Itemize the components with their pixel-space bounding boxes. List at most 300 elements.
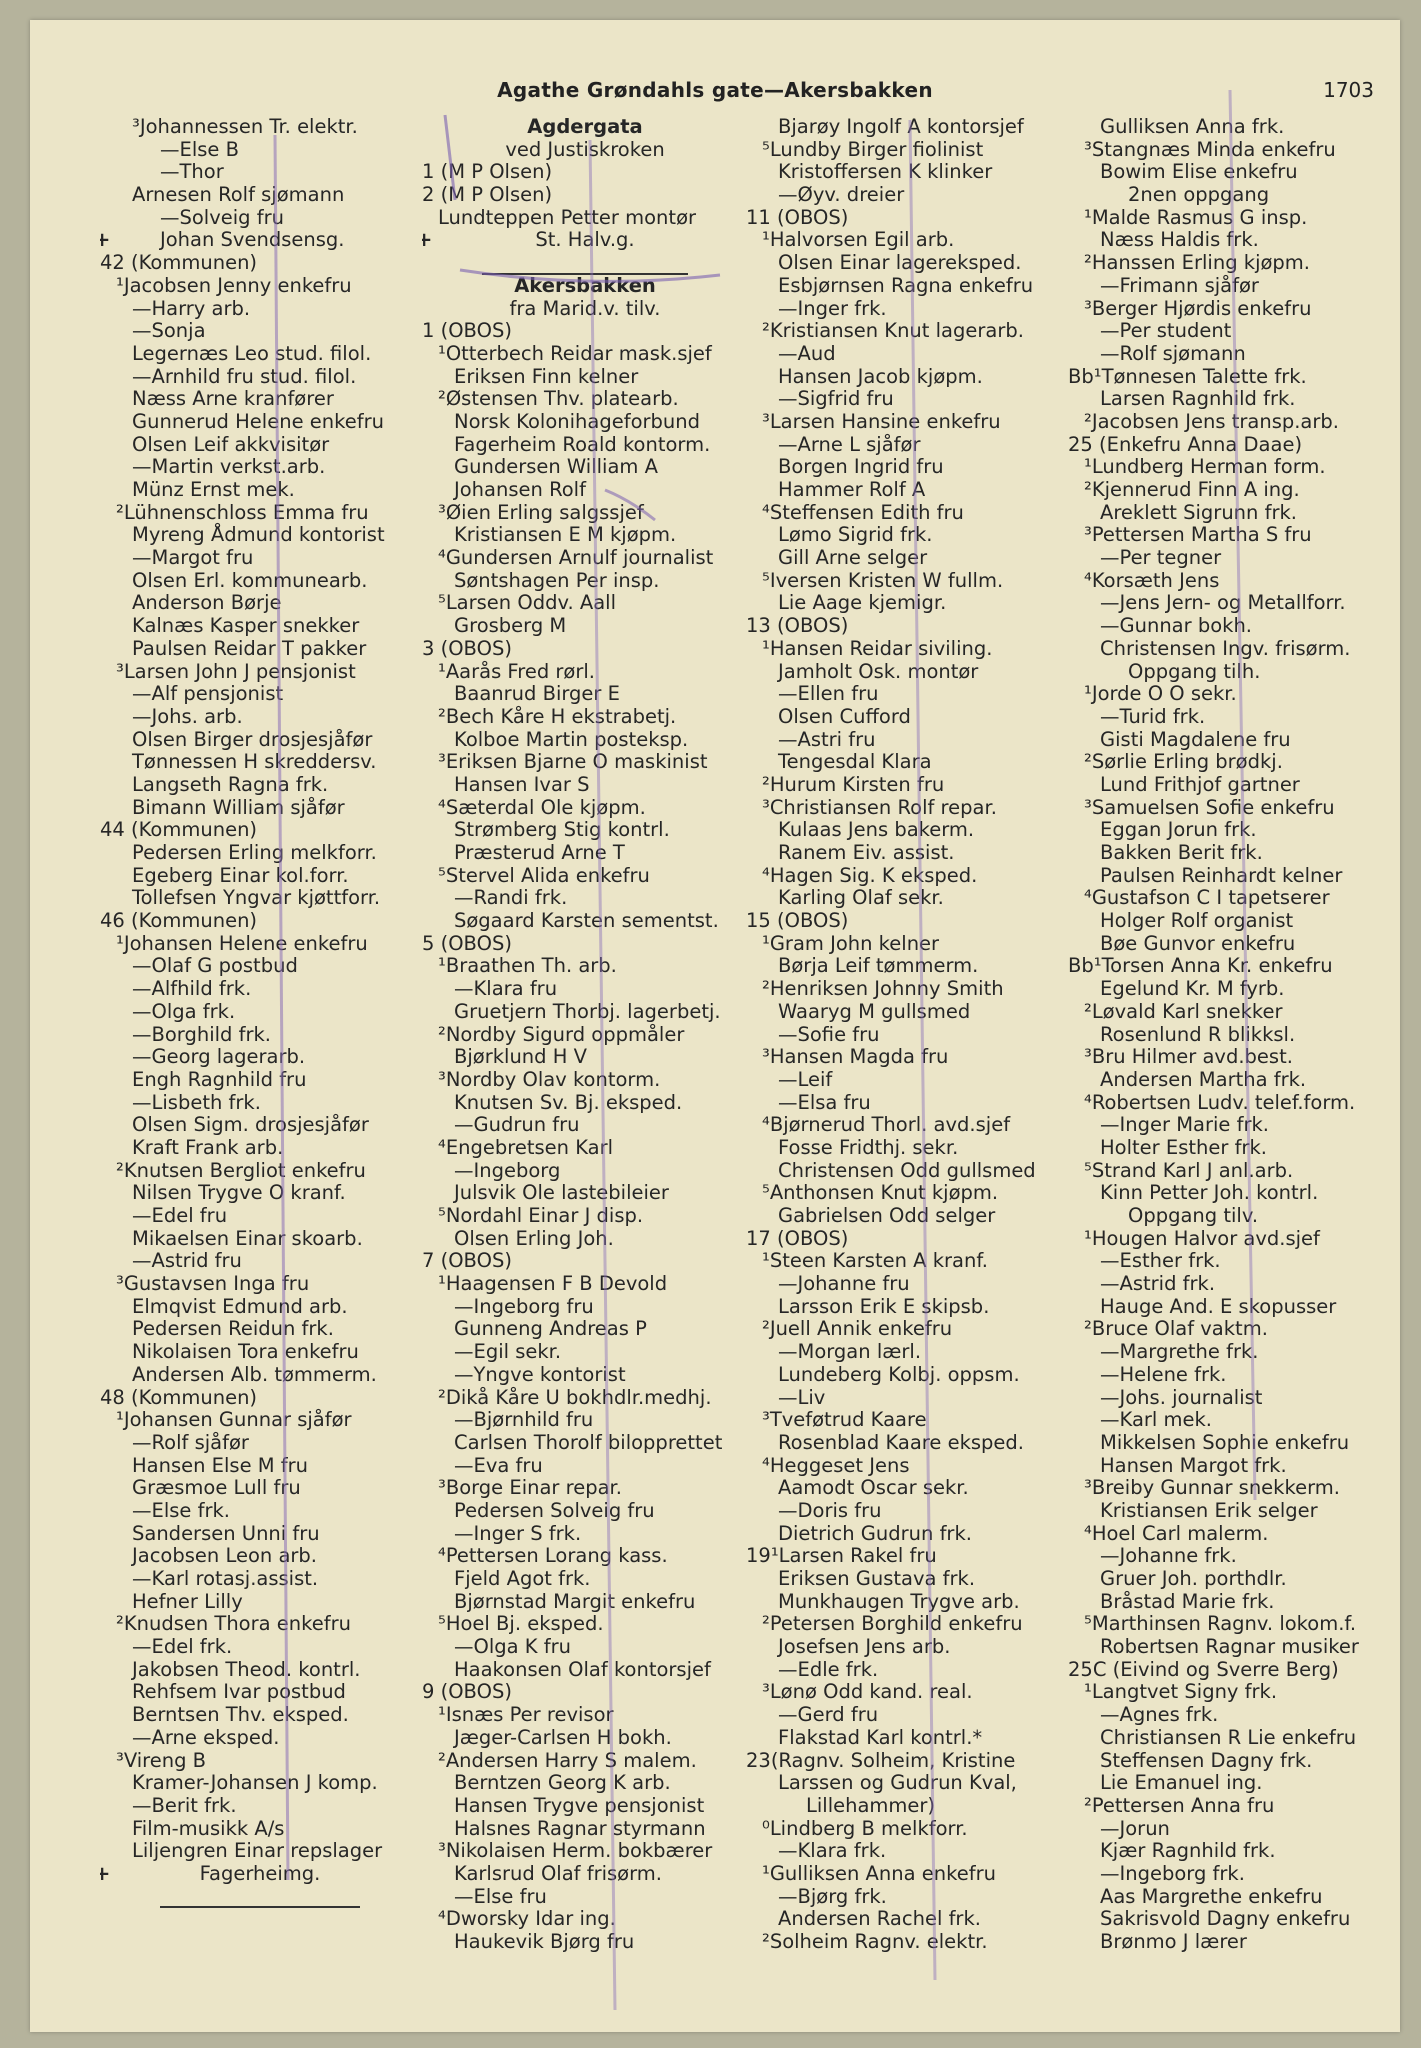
directory-entry: Kolboe Martin posteksp. <box>454 727 689 751</box>
directory-entry: —Sigfrid fru <box>778 387 894 411</box>
directory-entry: ⁵Stervel Alida enkefru <box>438 863 650 887</box>
directory-entry: ⁴Gundersen Arnulf journalist <box>438 546 714 570</box>
directory-entry: Esbjørnsen Ragna enkefru <box>778 273 1034 297</box>
directory-entry: Aas Margrethe enkefru <box>1100 1884 1323 1908</box>
directory-entry: Brønmo J lærer <box>1100 1930 1247 1953</box>
directory-entry: Hefner Lilly <box>132 1589 243 1613</box>
directory-entry: Hansen Ivar S <box>454 772 590 796</box>
directory-entry: Kinn Petter Joh. kontrl. <box>1100 1181 1319 1205</box>
directory-entry: —Gunnar bokh. <box>1100 614 1253 638</box>
directory-entry: ²Andersen Harry S malem. <box>438 1748 697 1772</box>
directory-entry: ⁴Hoel Carl malerm. <box>1084 1521 1269 1545</box>
directory-entry: ³Stangnæs Minda enkefru <box>1084 137 1336 161</box>
directory-entry: ²Knutsen Bergliot enkefru <box>116 1158 366 1182</box>
directory-entry: 15 (OBOS) <box>746 909 849 933</box>
directory-entry: —Aud <box>778 341 836 365</box>
directory-entry: —Karl rotasj.assist. <box>132 1567 319 1590</box>
directory-entry: ⁴Gustafson C I tapetserer <box>1084 886 1330 910</box>
directory-entry: Jæger-Carlsen H bokh. <box>454 1725 672 1749</box>
directory-entry: —Inger S frk. <box>454 1521 582 1545</box>
directory-entry: ³Borge Einar repar. <box>438 1476 622 1500</box>
directory-entry: Fjeld Agot frk. <box>454 1567 591 1590</box>
directory-entry: Gabrielsen Odd selger <box>778 1204 996 1227</box>
directory-entry: Gisti Magdalene fru <box>1100 727 1291 751</box>
directory-entry: —Klara frk. <box>778 1839 887 1863</box>
directory-entry: ³Nordby Olav kontorm. <box>438 1067 661 1091</box>
directory-entry: Aamodt Oscar sekr. <box>778 1476 969 1500</box>
directory-entry: Christiansen R Lie enkefru <box>1100 1725 1357 1749</box>
directory-entry: 25C (Eivind og Sverre Berg) <box>1068 1657 1339 1681</box>
directory-entry: ³Christiansen Rolf repar. <box>762 795 997 819</box>
directory-entry: ⁵Hoel Bj. eksped. <box>438 1612 604 1636</box>
directory-entry: 5 (OBOS) <box>422 931 512 955</box>
column-1 <box>100 116 420 1908</box>
directory-entry: —Arne eksped. <box>132 1725 280 1749</box>
directory-entry: + Johan Svendsensg. <box>100 229 420 252</box>
directory-entry: Bjarøy Ingolf A kontorsjef <box>778 116 1024 138</box>
directory-entry: Paulsen Reinhardt kelner <box>1100 863 1343 887</box>
directory-entry: —Sonja <box>132 319 206 343</box>
directory-entry: Münz Ernst mek. <box>132 478 295 501</box>
directory-entry: Præsterud Arne T <box>454 841 625 864</box>
directory-entry: —Karl mek. <box>1100 1408 1213 1432</box>
directory-entry: —Else fru <box>454 1884 547 1908</box>
directory-entry: Kraft Frank arb. <box>132 1135 284 1159</box>
directory-entry: ¹Gram John kelner <box>762 931 940 955</box>
directory-entry: ¹Hougen Halvor avd.sjef <box>1084 1226 1320 1250</box>
directory-entry: Arnesen Rolf sjømann <box>132 183 345 207</box>
directory-entry: Andersen Rachel frk. <box>778 1907 981 1931</box>
directory-entry: Christensen Odd gullsmed <box>778 1158 1036 1182</box>
directory-entry: —Else B <box>160 137 239 161</box>
directory-entry: —Liv <box>778 1385 826 1409</box>
directory-entry: ⁴Bjørnerud Thorl. avd.sjef <box>762 1113 1011 1137</box>
directory-entry: Bb¹Torsen Anna Kr. enkefru <box>1068 954 1333 978</box>
directory-entry: ⁵Larsen Oddv. Aall <box>438 591 617 615</box>
directory-entry: Berntzen Georg K arb. <box>454 1771 671 1795</box>
directory-entry: Bowim Elise enkefru <box>1100 160 1298 184</box>
directory-entry: Tengesdal Klara <box>778 750 932 774</box>
directory-entry: ²Sørlie Erling brødkj. <box>1084 750 1283 774</box>
directory-entry: Larssen og Gudrun Kval, <box>778 1771 1017 1795</box>
directory-entry: ²Hanssen Erling kjøpm. <box>1084 251 1310 275</box>
directory-entry: Egeberg Einar kol.forr. <box>132 863 349 887</box>
directory-entry: Kjær Ragnhild frk. <box>1100 1839 1276 1863</box>
directory-entry: —Lisbeth frk. <box>132 1090 261 1114</box>
directory-entry: —Margrethe frk. <box>1100 1340 1259 1364</box>
directory-entry: ¹Isnæs Per revisor <box>438 1703 614 1727</box>
directory-entry: Hansen Jacob kjøpm. <box>778 364 983 388</box>
directory-entry: —Thor <box>160 160 224 184</box>
directory-entry: Bjørnstad Margit enkefru <box>454 1589 696 1613</box>
directory-entry: —Øyv. dreier <box>778 183 905 207</box>
directory-entry: Olsen Erling Joh. <box>454 1226 614 1250</box>
directory-entry: Halsnes Ragnar styrmann <box>454 1816 706 1840</box>
directory-entry: —Frimann sjåfør <box>1100 273 1259 297</box>
directory-entry: Eriksen Finn kelner <box>454 364 639 388</box>
directory-entry: ¹Haagensen F B Devold <box>438 1272 668 1296</box>
directory-entry: Hansen Else M fru <box>132 1453 309 1477</box>
directory-entry: Hansen Margot frk. <box>1100 1453 1287 1477</box>
directory-entry: Rehfsem Ivar postbud <box>132 1680 346 1704</box>
directory-entry: 1 (M P Olsen) <box>422 160 553 184</box>
directory-entry: Hansen Trygve pensjonist <box>454 1793 705 1817</box>
directory-entry: —Elsa fru <box>778 1090 871 1114</box>
directory-entry: Fagerheim Roald kontorm. <box>454 432 711 456</box>
directory-entry: Borgen Ingrid fru <box>778 455 944 479</box>
directory-entry: 17 (OBOS) <box>746 1226 849 1250</box>
directory-entry: ²Løvald Karl snekker <box>1084 999 1283 1023</box>
directory-entry: Bøe Gunvor enkefru <box>1100 931 1296 955</box>
directory-entry: Olsen Sigm. drosjesjåfør <box>132 1113 369 1137</box>
directory-entry: Gundersen William A <box>454 455 658 479</box>
directory-entry: Gill Arne selger <box>778 546 928 570</box>
directory-entry: 3 (OBOS) <box>422 636 512 660</box>
directory-entry: 42 (Kommunen) <box>100 251 258 275</box>
directory-entry: Bakken Berit frk. <box>1100 841 1263 864</box>
directory-entry: 7 (OBOS) <box>422 1249 512 1273</box>
directory-entry: ²Lühnenschloss Emma fru <box>116 500 369 524</box>
directory-entry: Areklett Sigrunn frk. <box>1100 500 1297 524</box>
directory-entry: ⁵Nordahl Einar J disp. <box>438 1204 644 1227</box>
directory-entry: ¹Langtvet Signy frk. <box>1084 1680 1278 1704</box>
directory-entry: Kulaas Jens bakerm. <box>778 818 975 842</box>
directory-entry: Sandersen Unni fru <box>132 1521 320 1545</box>
directory-entry: —Johanne fru <box>778 1272 910 1296</box>
directory-entry: Jakobsen Theod. kontrl. <box>132 1657 361 1681</box>
directory-entry: Kristiansen Erik selger <box>1100 1498 1318 1522</box>
directory-entry: ³Hansen Magda fru <box>762 1045 949 1069</box>
directory-entry: —Klara fru <box>454 977 558 1001</box>
directory-entry: ²Solheim Ragnv. elektr. <box>762 1930 988 1953</box>
directory-entry: ³Breiby Gunnar snekkerm. <box>1084 1476 1340 1500</box>
directory-entry: —Edle frk. <box>778 1657 879 1681</box>
directory-entry: ³Larsen Hansine enkefru <box>762 409 1001 433</box>
directory-entry: Egelund Kr. M fyrb. <box>1100 977 1285 1001</box>
directory-entry: ²Pettersen Anna fru <box>1084 1793 1275 1817</box>
directory-entry: —Solveig fru <box>160 205 284 229</box>
directory-entry: ²Jacobsen Jens transp.arb. <box>1084 409 1339 433</box>
directory-entry: ²Knudsen Thora enkefru <box>116 1612 351 1636</box>
directory-entry: Andersen Martha frk. <box>1100 1067 1307 1091</box>
directory-entry: —Johs. journalist <box>1100 1385 1263 1409</box>
directory-entry: —Rolf sjømann <box>1100 341 1246 365</box>
directory-entry: —Arnhild fru stud. filol. <box>132 364 357 388</box>
directory-entry: —Ingeborg <box>454 1158 561 1182</box>
directory-entry: Jacobsen Leon arb. <box>132 1544 317 1568</box>
directory-entry: —Georg lagerarb. <box>132 1045 306 1069</box>
directory-entry: Andersen Alb. tømmerm. <box>132 1362 377 1386</box>
directory-entry: 2nen oppgang <box>1128 183 1270 207</box>
directory-entry: Robertsen Ragnar musiker <box>1100 1635 1359 1659</box>
directory-entry: Næss Arne kranfører <box>132 387 334 411</box>
directory-entry: ³Bru Hilmer avd.best. <box>1084 1045 1293 1069</box>
directory-entry: —Sofie fru <box>778 1022 880 1046</box>
directory-entry: ⁴Engebretsen Karl <box>438 1135 614 1159</box>
directory-entry: ³Vireng B <box>116 1748 207 1772</box>
directory-entry: Josefsen Jens arb. <box>778 1635 951 1659</box>
street-heading: Akersbakken <box>514 273 656 297</box>
directory-entry: ⁴Heggeset Jens <box>762 1453 910 1477</box>
directory-entry: ³Nikolaisen Herm. bokbærer <box>438 1839 713 1863</box>
directory-entry: ³Pettersen Martha S fru <box>1084 523 1312 547</box>
section-rule <box>160 1886 360 1909</box>
directory-entry: ²Dikå Kåre U bokhdlr.medhj. <box>438 1385 712 1409</box>
directory-entry: Kristoffersen K klinker <box>778 160 993 184</box>
directory-entry: —Bjørnhild fru <box>454 1408 594 1432</box>
directory-entry: Gunneng Andreas P <box>454 1317 647 1341</box>
directory-entry: ²Juell Annik enkefru <box>762 1317 953 1341</box>
directory-entry: Bb¹Tønnesen Talette frk. <box>1068 364 1307 388</box>
directory-entry: ¹Aarås Fred rørl. <box>438 659 595 683</box>
directory-entry: Myreng Ådmund kontorist <box>132 523 385 547</box>
directory-entry: Tønnessen H skreddersv. <box>132 750 377 774</box>
directory-entry: ³Lønø Odd kand. real. <box>762 1680 973 1704</box>
directory-entry: fra Marid.v. tilv. <box>509 296 661 320</box>
directory-entry: —Inger frk. <box>778 296 887 320</box>
directory-entry: Hammer Rolf A <box>778 478 926 501</box>
directory-entry: Hauge And. E skopusser <box>1100 1294 1337 1318</box>
directory-entry: Sakrisvold Dagny enkefru <box>1100 1907 1351 1931</box>
directory-entry: Bimann William sjåfør <box>132 795 345 819</box>
directory-entry: Søntshagen Per insp. <box>454 568 660 592</box>
directory-entry: Grosberg M <box>454 614 567 638</box>
directory-entry: Pedersen Erling melkforr. <box>132 841 377 864</box>
directory-entry: —Gerd fru <box>778 1703 879 1727</box>
directory-entry: Rosenlund R blikksl. <box>1100 1022 1296 1046</box>
directory-entry: Haukevik Bjørg fru <box>454 1930 635 1953</box>
directory-entry: 9 (OBOS) <box>422 1680 512 1704</box>
directory-entry: ²Bruce Olaf vaktm. <box>1084 1317 1268 1341</box>
directory-entry: Dietrich Gudrun frk. <box>778 1521 972 1545</box>
directory-entry: ³Johannessen Tr. elektr. <box>132 116 358 138</box>
directory-entry: ⁵Iversen Kristen W fullm. <box>762 568 1004 592</box>
street-heading: Agdergata <box>527 116 643 138</box>
directory-entry: Eriksen Gustava frk. <box>778 1567 976 1590</box>
directory-entry: Johansen Rolf <box>454 478 586 501</box>
directory-entry: Karlsrud Olaf frisørm. <box>454 1861 662 1885</box>
directory-entry: —Olga K fru <box>454 1635 572 1659</box>
directory-entry: ¹Halvorsen Egil arb. <box>762 228 955 252</box>
directory-entry: Olsen Leif akkvisitør <box>132 432 330 456</box>
directory-entry: —Edel fru <box>132 1204 228 1227</box>
directory-entry: ³Gustavsen Inga fru <box>116 1272 310 1296</box>
directory-entry: ¹Jacobsen Jenny enkefru <box>116 273 352 297</box>
directory-entry: ⁵Lundby Birger fiolinist <box>762 137 984 161</box>
directory-entry: ¹Lundberg Herman form. <box>1084 455 1326 479</box>
column-3 <box>746 116 1068 1954</box>
directory-entry: Rosenblad Kaare eksped. <box>778 1430 1024 1454</box>
directory-entry: Kramer-Johansen J komp. <box>132 1771 378 1795</box>
directory-entry: Langseth Ragna frk. <box>132 772 329 796</box>
directory-entry: ³Øien Erling salgssjef <box>438 500 644 524</box>
directory-entry: Legernæs Leo stud. filol. <box>132 341 372 365</box>
directory-entry: Lillehammer) <box>806 1793 936 1817</box>
directory-entry: —Ingeborg frk. <box>1100 1861 1245 1885</box>
directory-entry: ¹Malde Rasmus G insp. <box>1084 205 1308 229</box>
directory-entry: + St. Halv.g. <box>422 229 748 252</box>
directory-entry: —Doris fru <box>778 1498 882 1522</box>
directory-entry: Olsen Erl. kommunearb. <box>132 568 368 592</box>
directory-entry: ²Kristiansen Knut lagerarb. <box>762 319 1024 343</box>
directory-entry: Bråstad Marie frk. <box>1100 1589 1275 1613</box>
directory-entry: —Martin verkst.arb. <box>132 455 326 479</box>
directory-entry: Tollefsen Yngvar kjøttforr. <box>132 886 381 910</box>
directory-entry: Waaryg M gullsmed <box>778 999 971 1023</box>
directory-entry: Bjørklund H V <box>454 1045 587 1069</box>
directory-entry: ⁵Strand Karl J anl.arb. <box>1084 1158 1294 1182</box>
directory-entry: —Esther frk. <box>1100 1249 1221 1273</box>
directory-entry: —Astrid frk. <box>1100 1272 1216 1296</box>
directory-entry: —Edel frk. <box>132 1635 233 1659</box>
directory-entry: ¹Johansen Gunnar sjåfør <box>116 1408 352 1432</box>
directory-entry: —Egil sekr. <box>454 1340 562 1364</box>
directory-entry: ¹Jorde O O sekr. <box>1084 682 1237 706</box>
directory-entry: Olsen Cufford <box>778 704 911 728</box>
directory-entry: —Ingeborg fru <box>454 1294 594 1318</box>
directory-entry: ¹Hansen Reidar siviling. <box>762 636 993 660</box>
directory-entry: Strømberg Stig kontrl. <box>454 818 670 842</box>
directory-entry: ²Nordby Sigurd oppmåler <box>438 1022 685 1046</box>
directory-entry: —Alfhild frk. <box>132 977 252 1001</box>
directory-entry: —Astrid fru <box>132 1249 242 1273</box>
directory-entry: ²Bech Kåre H ekstrabetj. <box>438 704 677 728</box>
directory-entry: —Arne L sjåfør <box>778 432 921 456</box>
directory-entry: —Berit frk. <box>132 1793 237 1817</box>
directory-entry: ³Eriksen Bjarne O maskinist <box>438 750 708 774</box>
directory-entry: ⁴Dworsky Idar ing. <box>438 1907 616 1931</box>
directory-entry: —Yngve kontorist <box>454 1362 626 1386</box>
directory-entry: —Borghild frk. <box>132 1022 272 1046</box>
directory-entry: Kristiansen E M kjøpm. <box>454 523 677 547</box>
directory-entry: —Eva fru <box>454 1453 543 1477</box>
directory-entry: Paulsen Reidar T pakker <box>132 636 367 660</box>
directory-entry: Lømo Sigrid frk. <box>778 523 933 547</box>
directory-entry: Elmqvist Edmund arb. <box>132 1294 348 1318</box>
directory-entry: 11 (OBOS) <box>746 205 849 229</box>
directory-entry: Søgaard Karsten sementst. <box>454 909 719 933</box>
directory-entry: Oppgang tilh. <box>1128 659 1261 683</box>
directory-entry: —Olaf G postbud <box>132 954 298 978</box>
directory-entry: Pedersen Reidun frk. <box>132 1317 334 1341</box>
directory-entry: —Astri fru <box>778 727 876 751</box>
directory-entry: 13 (OBOS) <box>746 614 849 638</box>
directory-entry: ¹Steen Karsten A kranf. <box>762 1249 988 1273</box>
directory-entry: Larsson Erik E skipsb. <box>778 1294 990 1318</box>
directory-entry: ³Larsen John J pensjonist <box>116 659 356 683</box>
directory-entry: Gulliksen Anna frk. <box>1100 116 1285 138</box>
directory-entry: 46 (Kommunen) <box>100 909 258 933</box>
directory-entry: —Per student <box>1100 319 1232 343</box>
directory-entry: Ranem Eiv. assist. <box>778 841 955 864</box>
directory-entry: ⁴Sæterdal Ole kjøpm. <box>438 795 646 819</box>
directory-page <box>30 20 1400 2032</box>
directory-entry: ²Kjennerud Finn A ing. <box>1084 478 1300 501</box>
directory-entry: 2 (M P Olsen) <box>422 183 553 207</box>
directory-entry: ⁴Pettersen Lorang kass. <box>438 1544 668 1568</box>
directory-entry: Baanrud Birger E <box>454 682 620 706</box>
directory-entry: ⁴Robertsen Ludv. telef.form. <box>1084 1090 1356 1114</box>
directory-entry: ⁰Lindberg B melkforr. <box>762 1816 968 1840</box>
directory-entry: —Gudrun fru <box>454 1113 580 1137</box>
directory-entry: Fosse Fridthj. sekr. <box>778 1135 959 1159</box>
directory-entry: Lundteppen Petter montør <box>438 205 697 229</box>
directory-entry: Børja Leif tømmerm. <box>778 954 979 978</box>
column-2 <box>422 116 748 1954</box>
section-rule <box>482 252 688 275</box>
directory-entry: Gruer Joh. porthdlr. <box>1100 1567 1287 1590</box>
directory-entry: —Inger Marie frk. <box>1100 1113 1269 1137</box>
directory-entry: Julsvik Ole lastebileier <box>454 1181 669 1205</box>
directory-entry: —Margot fru <box>132 546 254 570</box>
directory-entry: Steffensen Dagny frk. <box>1100 1748 1313 1772</box>
directory-entry: ³Berger Hjørdis enkefru <box>1084 296 1312 320</box>
directory-entry: 44 (Kommunen) <box>100 818 258 842</box>
directory-entry: Lie Emanuel ing. <box>1100 1771 1263 1795</box>
directory-entry: Olsen Einar lagereksped. <box>778 251 1022 275</box>
directory-entry: 25 (Enkefru Anna Daae) <box>1068 432 1303 456</box>
directory-entry: 1 (OBOS) <box>422 319 512 343</box>
directory-entry: Larsen Ragnhild frk. <box>1100 387 1296 411</box>
directory-entry: —Ellen fru <box>778 682 879 706</box>
page-title: Agathe Grøndahls gate—Akersbakken <box>497 78 933 102</box>
directory-entry: ²Henriksen Johnny Smith <box>762 977 1004 1001</box>
directory-entry: —Olga frk. <box>132 999 236 1023</box>
directory-entry: Græsmoe Lull fru <box>132 1476 301 1500</box>
directory-entry: Pedersen Solveig fru <box>454 1498 655 1522</box>
directory-entry: ⁵Anthonsen Knut kjøpm. <box>762 1181 999 1205</box>
directory-entry: Film-musikk A/s <box>132 1816 285 1840</box>
directory-entry: —Johs. arb. <box>132 704 243 728</box>
directory-entry: Lundeberg Kolbj. oppsm. <box>778 1362 1020 1386</box>
directory-entry: Gruetjern Thorbj. lagerbetj. <box>454 999 721 1023</box>
directory-entry: ⁴Korsæth Jens <box>1084 568 1220 592</box>
directory-entry: Jamholt Osk. montør <box>778 659 979 683</box>
directory-entry: 48 (Kommunen) <box>100 1385 258 1409</box>
directory-entry: —Jens Jern- og Metallforr. <box>1100 591 1346 615</box>
directory-entry: ¹Gulliksen Anna enkefru <box>762 1861 996 1885</box>
directory-entry: Mikkelsen Sophie enkefru <box>1100 1430 1350 1454</box>
directory-entry: Eggan Jorun frk. <box>1100 818 1257 842</box>
directory-entry: Holger Rolf organist <box>1100 909 1294 933</box>
directory-entry: —Randi frk. <box>454 886 568 910</box>
directory-entry: ¹Otterbech Reidar mask.sjef <box>438 341 712 365</box>
directory-entry: Knutsen Sv. Bj. eksped. <box>454 1090 683 1114</box>
directory-entry: —Harry arb. <box>132 296 251 320</box>
directory-entry: —Jorun <box>1100 1816 1170 1840</box>
directory-entry: Holter Esther frk. <box>1100 1135 1267 1159</box>
directory-entry: —Leif <box>778 1067 833 1091</box>
directory-entry: ²Petersen Borghild enkefru <box>762 1612 1023 1636</box>
directory-entry: ¹Braathen Th. arb. <box>438 954 617 978</box>
directory-entry: Gunnerud Helene enkefru <box>132 409 384 433</box>
directory-entry: —Else frk. <box>132 1498 230 1522</box>
directory-entry: —Per tegner <box>1100 546 1222 570</box>
directory-entry: ²Hurum Kirsten fru <box>762 772 945 796</box>
directory-entry: Nikolaisen Tora enkefru <box>132 1340 359 1364</box>
directory-entry: ⁵Marthinsen Ragnv. lokom.f. <box>1084 1612 1357 1636</box>
directory-entry: —Alf pensjonist <box>132 682 284 706</box>
directory-entry: ²Østensen Thv. platearb. <box>438 387 679 411</box>
directory-entry: —Bjørg frk. <box>778 1884 887 1908</box>
directory-entry: —Agnes frk. <box>1100 1703 1219 1727</box>
directory-entry: Olsen Birger drosjesjåfør <box>132 727 373 751</box>
directory-entry: Liljengren Einar repslager <box>132 1839 383 1863</box>
directory-entry: Christensen Ingv. frisørm. <box>1100 636 1351 660</box>
directory-entry: ¹Johansen Helene enkefru <box>116 931 368 955</box>
column-4 <box>1068 116 1386 1954</box>
directory-entry: Nilsen Trygve O kranf. <box>132 1181 346 1205</box>
